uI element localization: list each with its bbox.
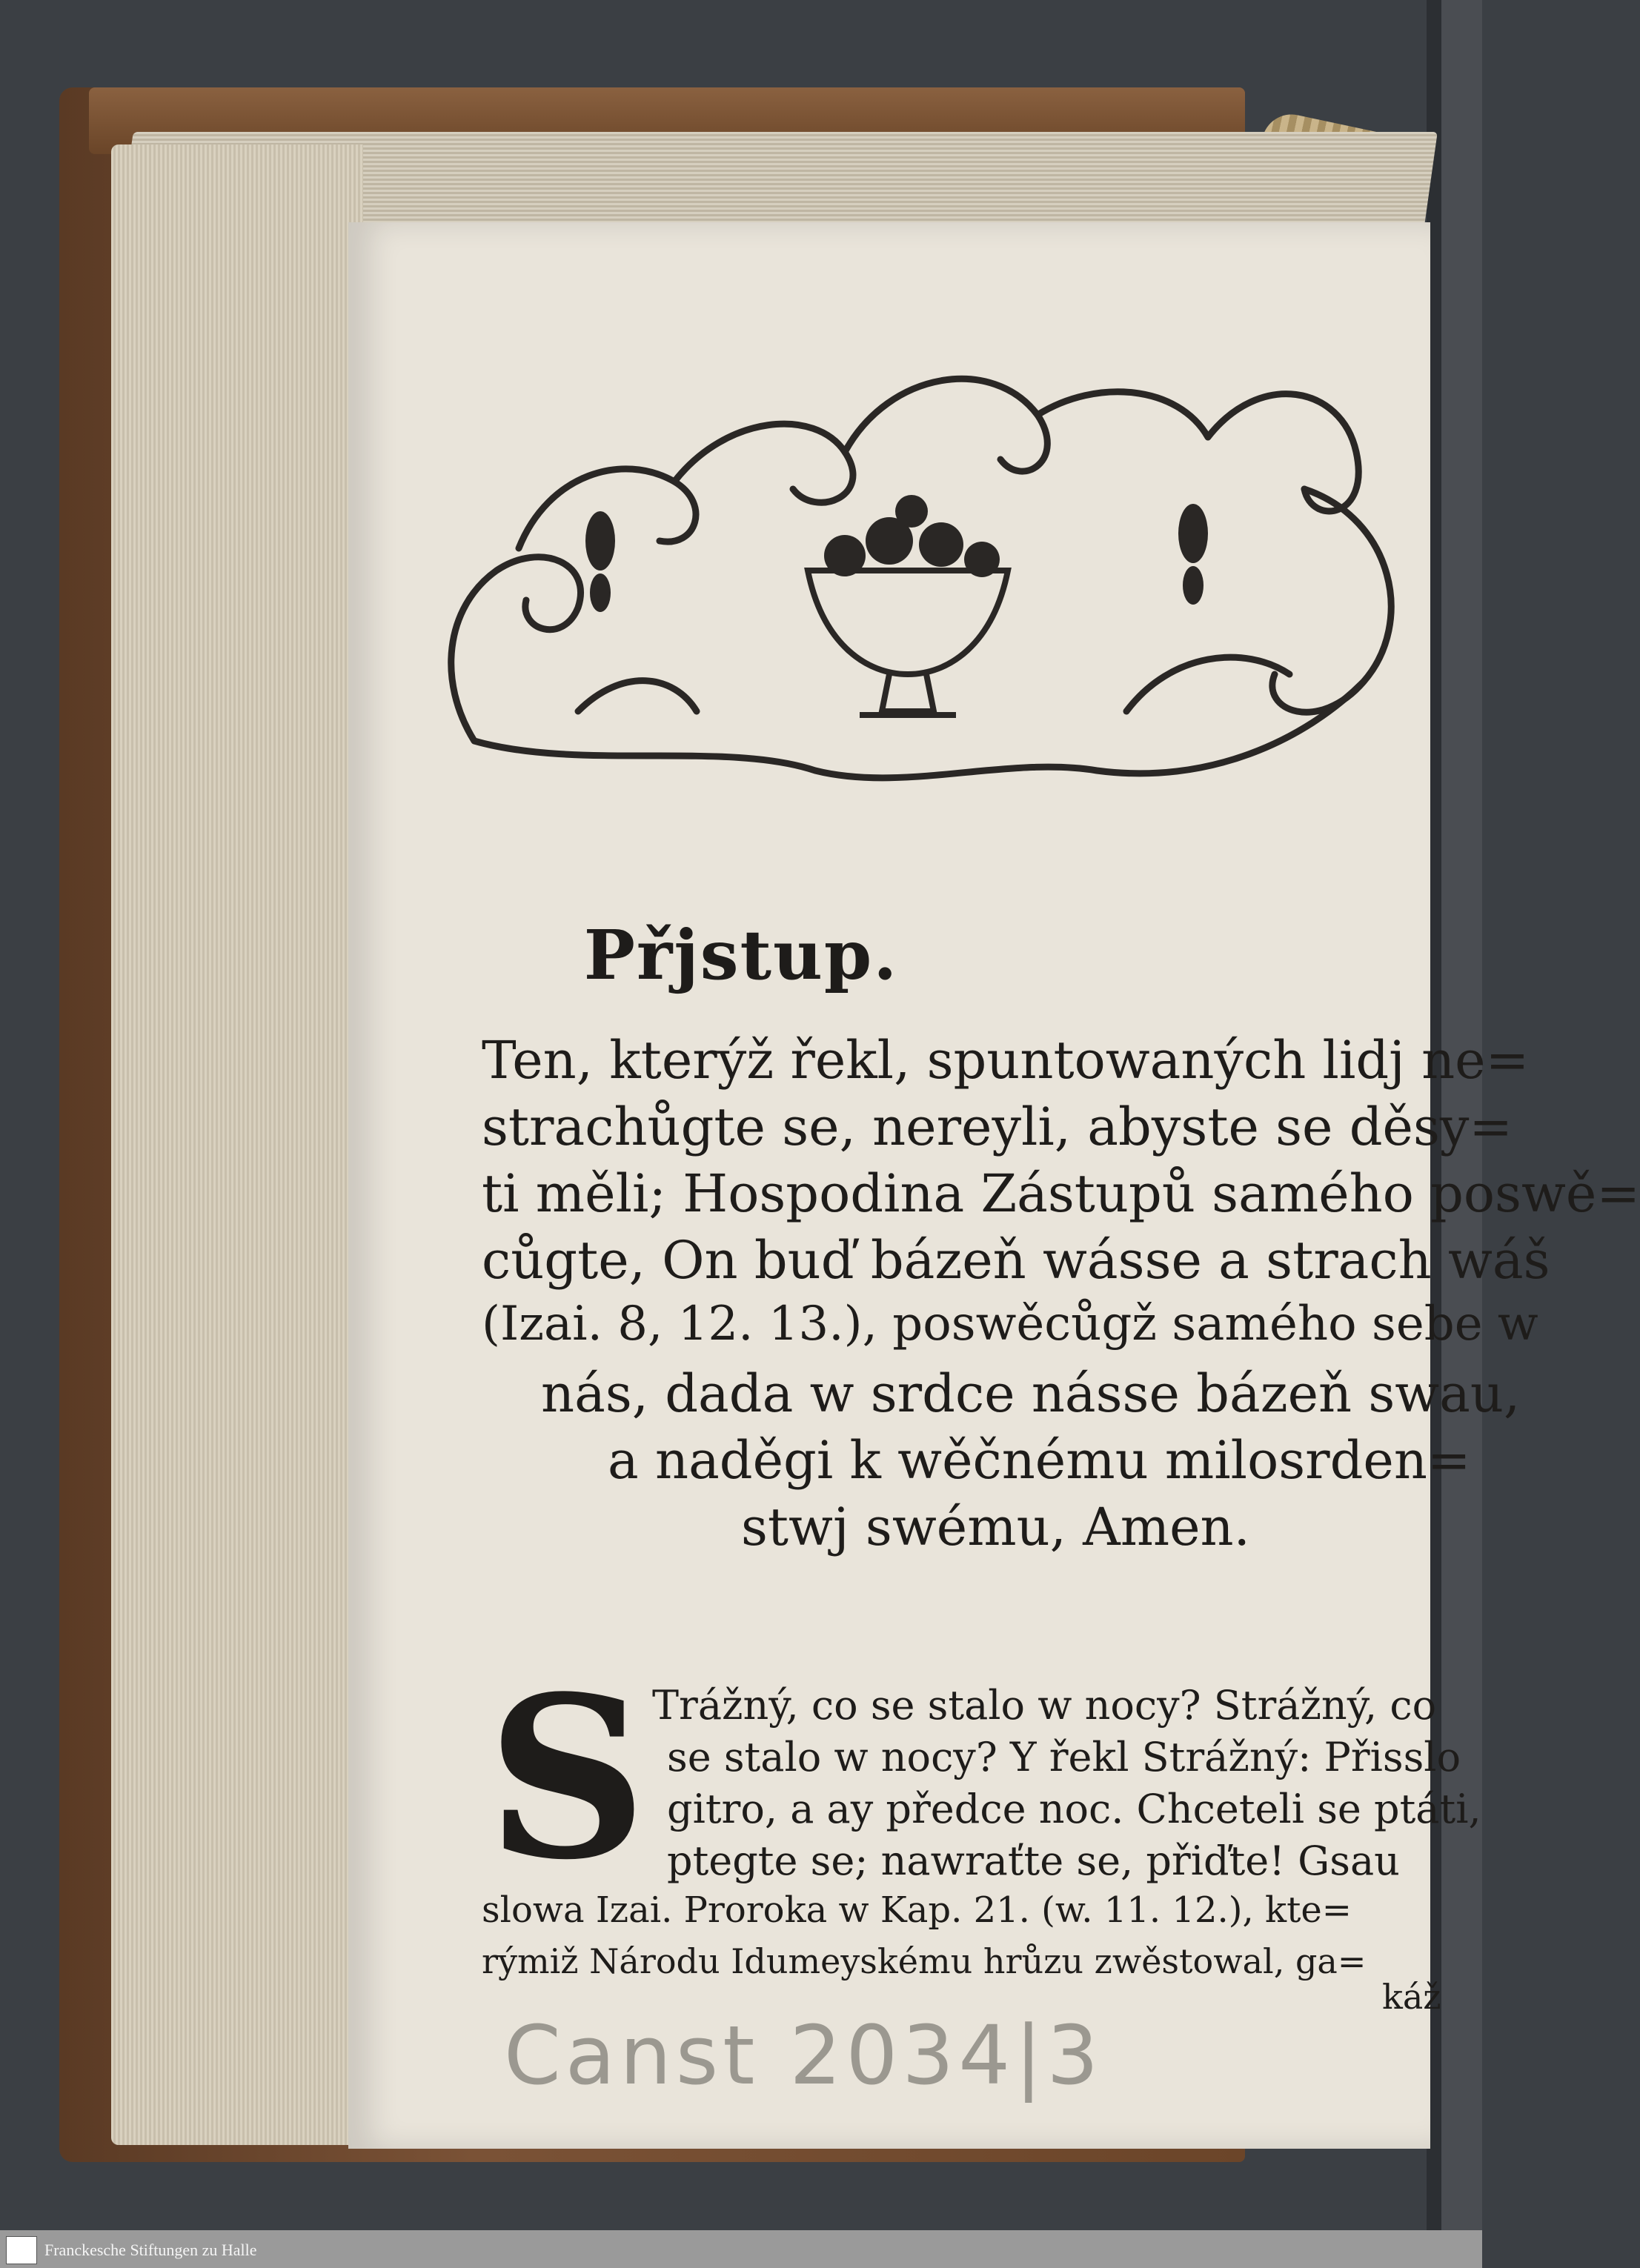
prayer-line-1: Ten, kterýž řekl, spuntowaných lidj ne=	[482, 1030, 1530, 1091]
footer-bar	[0, 2230, 1482, 2268]
catchword: káž	[1382, 1977, 1441, 2017]
dropcap: S	[486, 1647, 648, 1909]
body-line-1: Trážný, co se stalo w nocy? Strážný, co	[652, 1682, 1437, 1729]
body-line-5: slowa Izai. Proroka w Kap. 21. (w. 11. 12.), kte=	[482, 1889, 1352, 1931]
footer-institution: Franckesche Stiftungen zu Halle	[44, 2241, 257, 2259]
body-line-6: rýmiž Národu Idumeyskému hrůzu zwěstowal, ga=	[482, 1941, 1367, 1981]
prayer-line-7: a naděgi k wěčnému milosrden=	[608, 1430, 1471, 1491]
pencil-shelfmark: Canst 2034|3	[504, 2008, 1103, 2103]
page-block-side	[111, 144, 363, 2145]
body-line-3: gitro, a ay předce noc. Chceteli se ptáti,	[667, 1786, 1481, 1832]
prayer-line-2: strachůgte se, nereyli, abyste se děsy=	[482, 1097, 1513, 1157]
prayer-line-4: cůgte, On buď bázeň wásse a strach wáš	[482, 1230, 1550, 1291]
body-line-4: ptegte se; nawraťte se, přiďte! Gsau	[667, 1838, 1400, 1884]
prayer-line-8: stwj swému, Amen.	[741, 1497, 1250, 1557]
page-heading: Přjstup.	[583, 915, 899, 995]
prayer-line-5: (Izai. 8, 12. 13.), poswěcůgž samého sebe w	[482, 1297, 1538, 1351]
institution-logo-icon	[6, 2236, 37, 2264]
body-line-2: se stalo w nocy? Y řekl Strážný: Přisslo	[667, 1734, 1461, 1780]
prayer-line-6: nás, dada w srdce násse bázeň swau,	[541, 1363, 1521, 1424]
prayer-line-3: ti měli; Hospodina Zástupů samého poswě=	[482, 1163, 1640, 1224]
ornament-headpiece	[430, 326, 1423, 800]
